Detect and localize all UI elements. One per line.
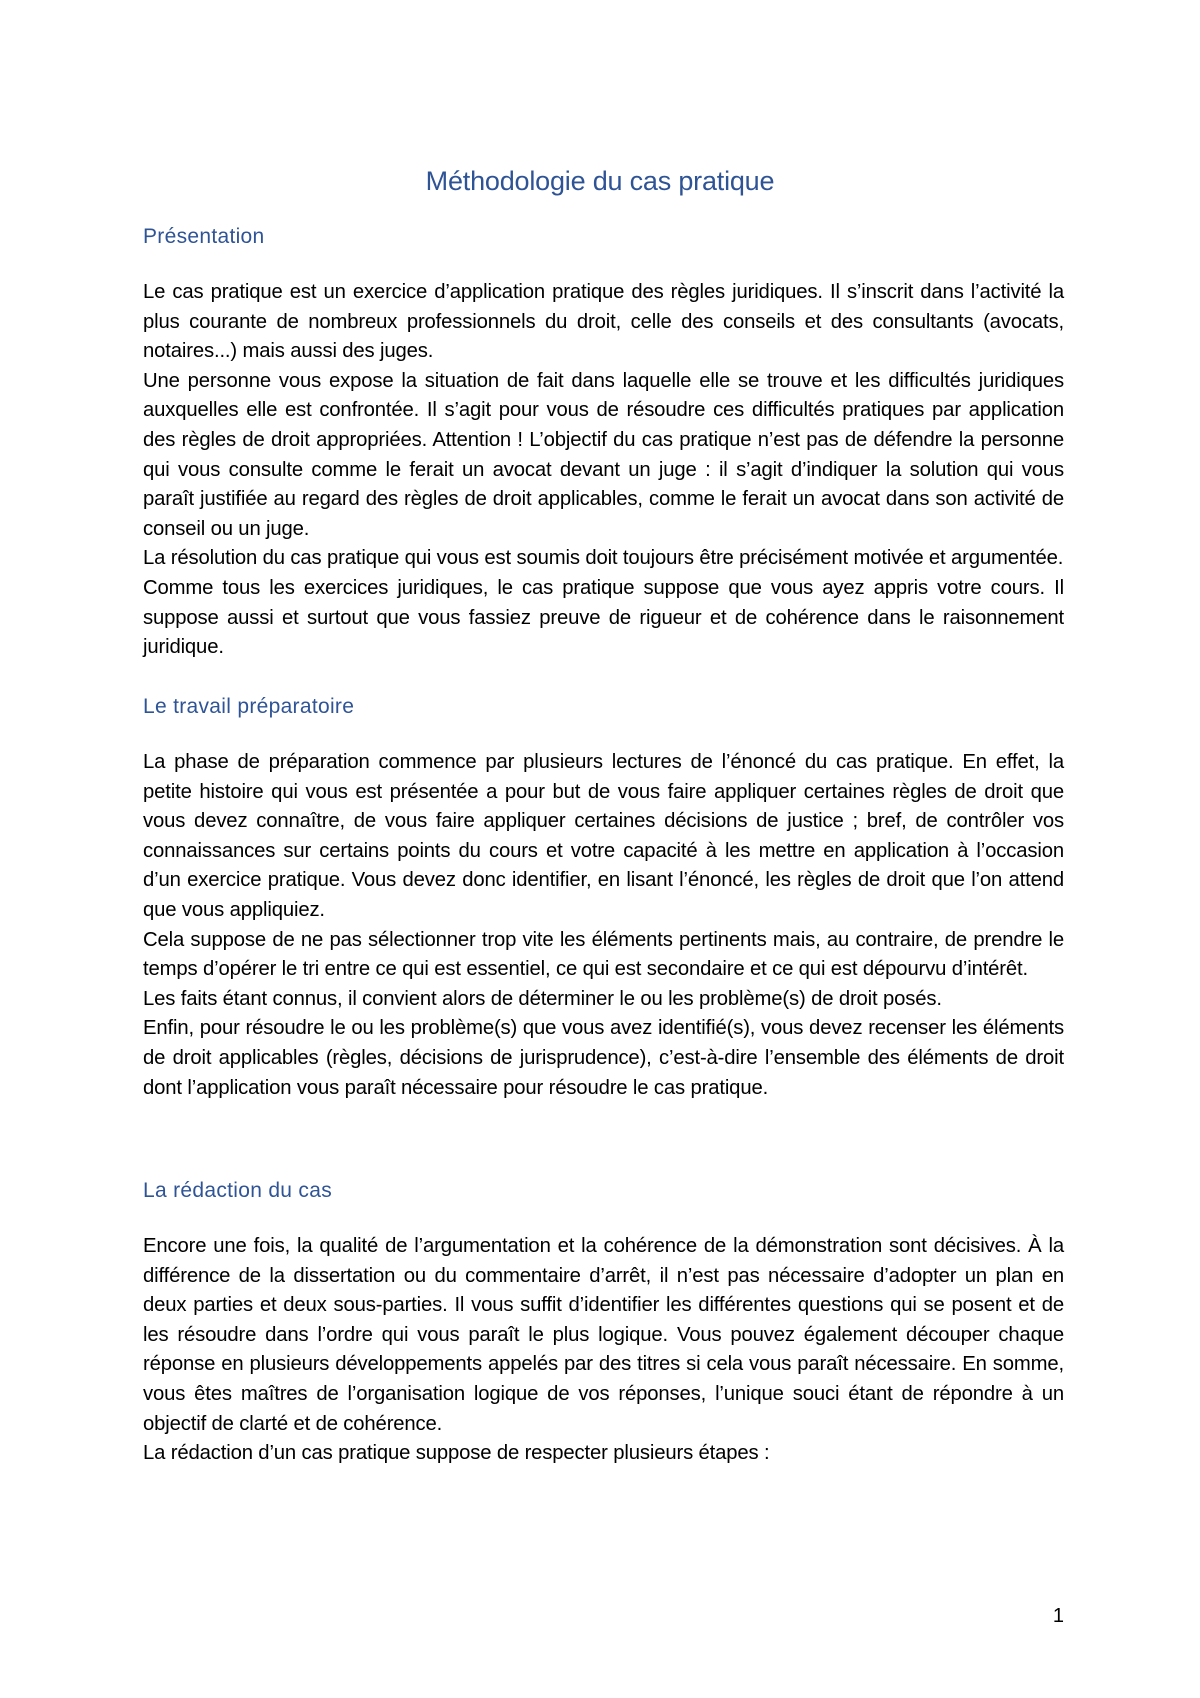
page-number: 1 [1052, 1605, 1064, 1627]
section-heading-presentation: Présentation [143, 225, 265, 248]
paragraph: La rédaction d’un cas pratique suppose de respecter plusieurs étapes : [143, 1442, 770, 1465]
paragraph: Encore une fois, la qualité de l’argumentation et la cohérence de la démonstration sont décisives. À la différence de la dissertation ou du commentaire d’arrêt, il n’est pas nécessaire d’adopter un plan en deux parties et deux sous-parties. Il vous suffit d’identifier les différentes questions qui se posent et de les résoudre dans l’ordre qui vous paraît le plus logique. Vous pouvez également découper chaque réponse en plusieurs développements appelés par des titres si cela vous paraît nécessaire. En somme, vous êtes maîtres de l’organisation logique de vos réponses, l’unique souci étant de répondre à un objectif de clarté et de cohérence. [143, 1235, 1064, 1435]
section-body-presentation [143, 278, 1064, 663]
paragraph: Une personne vous expose la situation de fait dans laquelle elle se trouve et les difficultés juridiques auxquelles elle est confrontée. Il s’agit pour vous de résoudre ces difficultés pratiques par application des règles de droit appropriées. Attention ! L’objectif du cas pratique n’est pas de défendre la personne qui vous consulte comme le ferait un avocat devant un juge : il s’agit d’indiquer la solution qui vous paraît justifiée au regard des règles de droit applicables, comme le ferait un avocat dans son activité de conseil ou un juge. [143, 369, 1064, 540]
paragraph: Le cas pratique est un exercice d’application pratique des règles juridiques. Il s’inscrit dans l’activité la plus courante de nombreux professionnels du droit, celle des conseils et des consultants (avocats, notaires...) mais aussi des juges. [143, 281, 1064, 363]
paragraph: La phase de préparation commence par plusieurs lectures de l’énoncé du cas pratique. En effet, la petite histoire qui vous est présentée a pour but de vous faire appliquer certaines règles de droit que vous devez connaître, de vous faire appliquer certaines décisions de justice ; bref, de contrôler vos connaissances sur certains points du cours et votre capacité à les mettre en application à l’occasion d’un exercice pratique. Vous devez donc identifier, en lisant l’énoncé, les règles de droit que l’on attend que vous appliquiez. [143, 751, 1064, 921]
paragraph: Enfin, pour résoudre le ou les problème(s) que vous avez identifié(s), vous devez recenser les éléments de droit applicables (règles, décisions de jurisprudence), c’est-à-dire l’ensemble des éléments de droit dont l’application vous paraît nécessaire pour résoudre le cas pratique. [143, 1017, 1064, 1099]
paragraph: Les faits étant connus, il convient alors de déterminer le ou les problème(s) de droit posés. [143, 987, 942, 1010]
section-heading-redaction: La rédaction du cas [143, 1179, 332, 1202]
section-body-travail-preparatoire [143, 748, 1064, 1103]
paragraph: Comme tous les exercices juridiques, le cas pratique suppose que vous ayez appris votre cours. Il suppose aussi et surtout que vous fassiez preuve de rigueur et de cohérence dans le raisonnement juridique. [143, 576, 1064, 659]
paragraph: Cela suppose de ne pas sélectionner trop vite les éléments pertinents mais, au contraire, de prendre le temps d’opérer le tri entre ce qui est essentiel, ce qui est secondaire et ce qui est dépourvu d’intérêt. [143, 928, 1064, 981]
document-title: Méthodologie du cas pratique [425, 166, 775, 196]
section-heading-travail-preparatoire: Le travail préparatoire [143, 695, 355, 718]
paragraph: La résolution du cas pratique qui vous est soumis doit toujours être précisément motivée et argumentée. [143, 547, 1064, 570]
section-body-redaction [143, 1232, 1064, 1469]
